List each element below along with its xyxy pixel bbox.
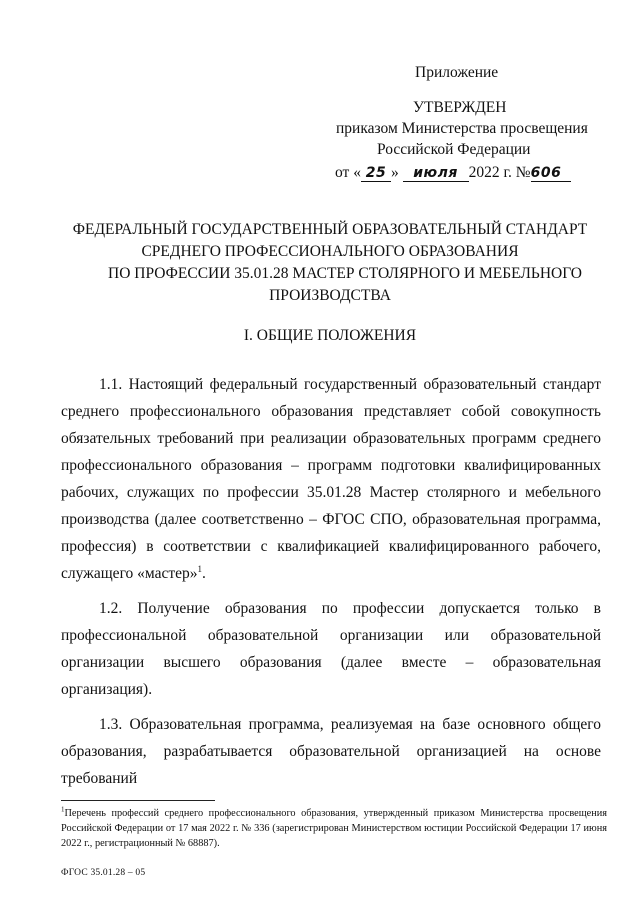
- section-heading: I. ОБЩИЕ ПОЛОЖЕНИЯ: [243, 327, 417, 344]
- approval-block: [335, 62, 595, 183]
- document-title: [60, 219, 600, 307]
- date-middle: »: [390, 164, 399, 181]
- document-body: [61, 371, 601, 800]
- footnote-reference: 1: [197, 563, 203, 574]
- title-line-1: ФЕДЕРАЛЬНЫЙ ГОСУДАРСТВЕННЫЙ ОБРАЗОВАТЕЛЬНЫЙ СТАНДАРТ: [72, 221, 588, 238]
- handwritten-month: июля: [403, 165, 469, 182]
- paragraph-1-3: 1.3. Образовательная программа, реализуемая на базе основного общего образования, разрабатывается образовательной организацией на основе требований: [61, 716, 601, 787]
- document-id: ФГОС 35.01.28 – 05: [61, 868, 146, 878]
- approval-date-line: [335, 162, 595, 183]
- footnote-mark: 1: [61, 805, 65, 814]
- title-line-4: ПРОИЗВОДСТВА: [269, 287, 391, 304]
- handwritten-order-number: 606: [531, 165, 571, 182]
- paragraph-1-2: 1.2. Получение образования по профессии допускается только в профессиональной образовательной организации или образовательной организации высшего образования (далее вместе – образовательная организация).: [61, 600, 601, 698]
- appendix-label: Приложение: [415, 64, 499, 81]
- date-year: 2022 г. №: [468, 164, 531, 181]
- footnote-text: Перечень профессий среднего профессионального образования, утвержденный приказом Министерства просвещения Российской Федерации от 17 мая 2022 г. № 336 (зарегистрирован Министерством юстиции Российской Федерации 17 июня 2022 г., регистрационный № 68887).: [61, 808, 607, 849]
- approved-label: УТВЕРЖДЕН: [413, 99, 507, 116]
- paragraph-1-1-end: .: [202, 565, 206, 582]
- handwritten-day: 25: [361, 165, 391, 182]
- title-line-2: СРЕДНЕГО ПРОФЕССИОНАЛЬНОГО ОБРАЗОВАНИЯ: [141, 243, 519, 260]
- footnote-divider: [61, 800, 215, 801]
- order-line: приказом Министерства просвещения: [336, 120, 588, 137]
- date-prefix: от «: [335, 164, 361, 181]
- paragraph-1-1-text: 1.1. Настоящий федеральный государственный образовательный стандарт среднего профессионального образования представляет собой совокупность обязательных требований при реализации образовательных программ среднего профессионального образования – программ подготовки квалифицированных рабочих, служащих по профессии 35.01.28 Мастер столярного и мебельного производства (далее соответственно – ФГОС СПО, образовательная программа, профессия) в соответствии с квалификацией квалифицированного рабочего, служащего «мастер»: [61, 376, 601, 582]
- paragraph-1-1: [61, 371, 601, 587]
- footnote: [61, 806, 607, 851]
- title-line-3: ПО ПРОФЕССИИ 35.01.28 МАСТЕР СТОЛЯРНОГО И МЕБЕЛЬНОГО: [108, 265, 582, 282]
- ministry-line: Российской Федерации: [377, 141, 531, 158]
